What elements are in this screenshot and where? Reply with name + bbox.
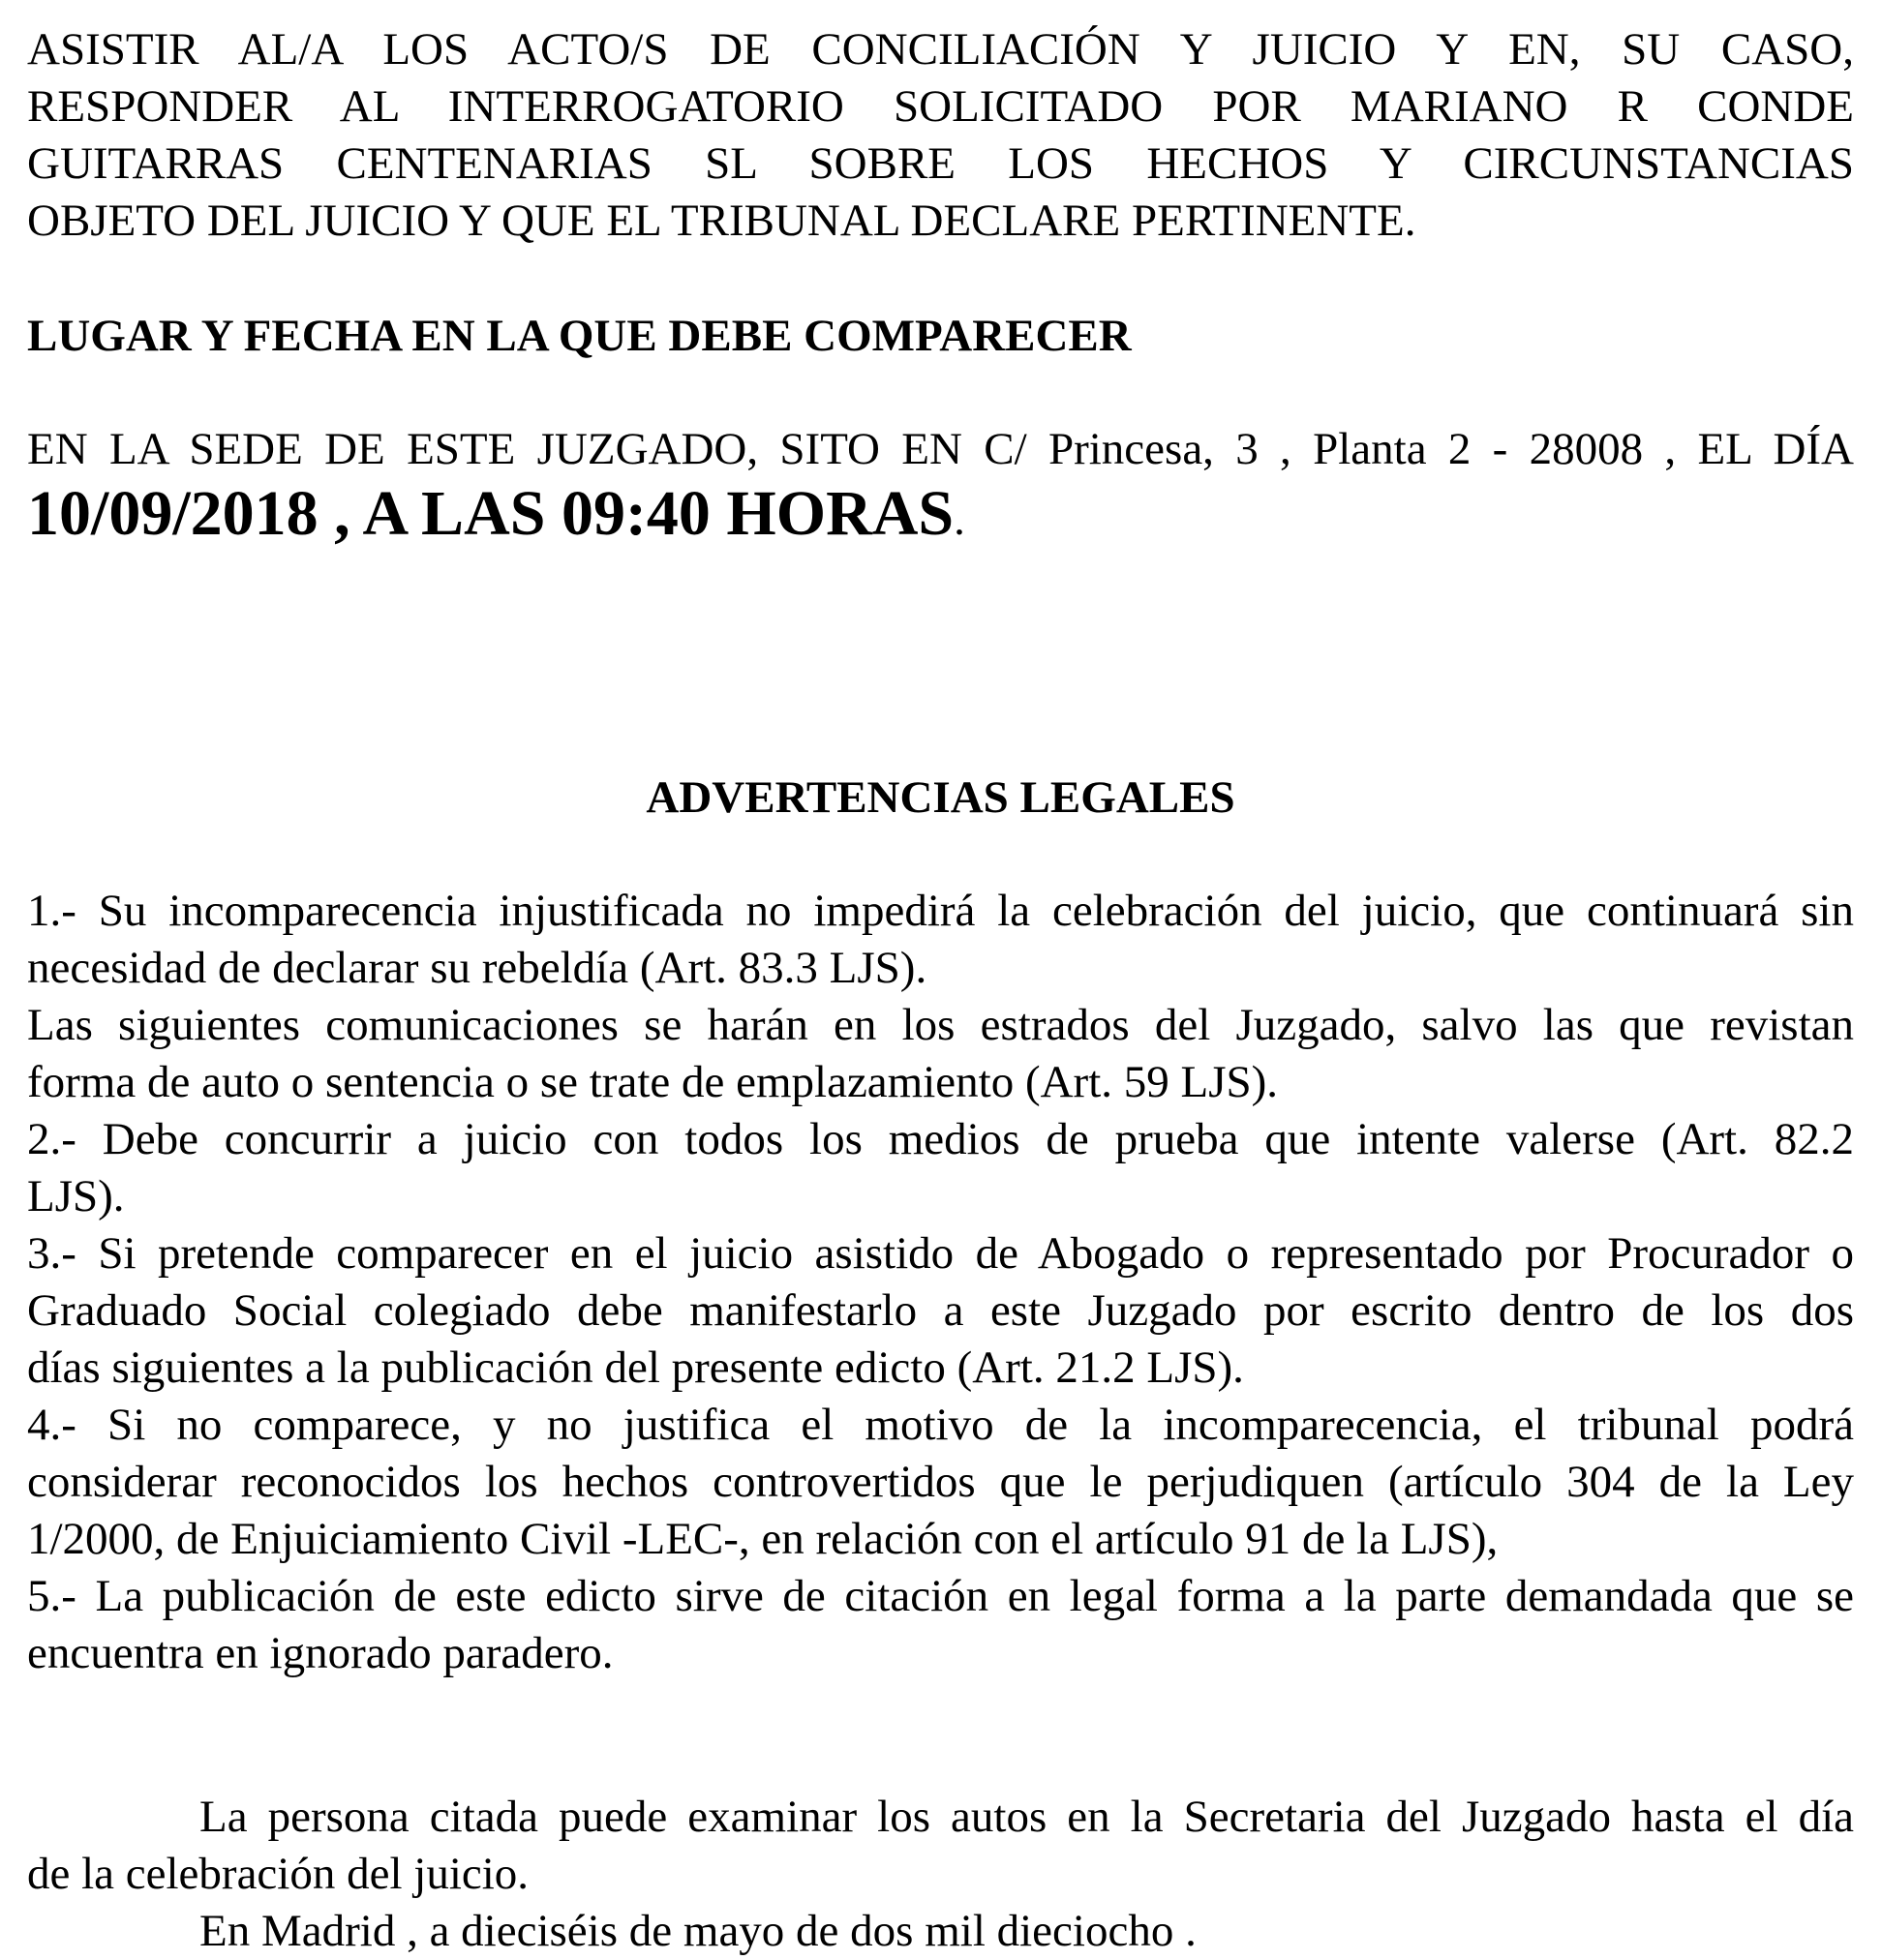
- warning-line: 4.- Si no comparece, y no justifica el motivo de la incomparecencia, el tribunal podrá: [27, 1400, 1854, 1450]
- warning-line: forma de auto o sentencia o se trate de emplazamiento (Art. 59 LJS).: [27, 1057, 1279, 1107]
- warnings-heading: ADVERTENCIAS LEGALES: [646, 772, 1235, 823]
- warning-line: 2.- Debe concurrir a juicio con todos los medios de prueba que intente valerse (Art. 82.2: [27, 1114, 1854, 1164]
- place-heading: LUGAR Y FECHA EN LA QUE DEBE COMPARECER: [27, 311, 1132, 361]
- closing-line: de la celebración del juicio.: [27, 1849, 530, 1899]
- period: .: [954, 495, 965, 545]
- intro-line: OBJETO DEL JUICIO Y QUE EL TRIBUNAL DECLARE PERTINENTE.: [27, 196, 1416, 246]
- warning-line: 5.- La publicación de este edicto sirve de citación en legal forma a la parte demandada que se: [27, 1571, 1854, 1621]
- warning-line: Las siguientes comunicaciones se harán en los estrados del Juzgado, salvo las que revistan: [27, 1000, 1854, 1050]
- warning-line: LJS).: [27, 1171, 125, 1221]
- hearing-datetime: 10/09/2018 , A LAS 09:40 HORAS: [27, 478, 955, 549]
- warning-line: 3.- Si pretende comparecer en el juicio asistido de Abogado o representado por Procurador o: [27, 1228, 1854, 1279]
- warning-line: considerar reconocidos los hechos controvertidos que le perjudiquen (artículo 304 de la Ley: [27, 1457, 1854, 1507]
- intro-line: GUITARRAS CENTENARIAS SL SOBRE LOS HECHOS Y CIRCUNSTANCIAS: [27, 138, 1854, 189]
- place-datetime-line: [27, 480, 1854, 549]
- intro-line: ASISTIR AL/A LOS ACTO/S DE CONCILIACIÓN Y JUICIO Y EN, SU CASO,: [27, 24, 1854, 75]
- warning-line: encuentra en ignorado paradero.: [27, 1628, 614, 1678]
- intro-line: RESPONDER AL INTERROGATORIO SOLICITADO POR MARIANO R CONDE: [27, 81, 1854, 132]
- warning-line: Graduado Social colegiado debe manifestarlo a este Juzgado por escrito dentro de los dos: [27, 1285, 1854, 1336]
- warning-line: días siguientes a la publicación del presente edicto (Art. 21.2 LJS).: [27, 1342, 1244, 1393]
- closing-line: La persona citada puede examinar los autos en la Secretaria del Juzgado hasta el día: [199, 1792, 1854, 1842]
- warning-line: necesidad de declarar su rebeldía (Art. 83.3 LJS).: [27, 943, 927, 993]
- warning-line: 1.- Su incomparecencia injustificada no impedirá la celebración del juicio, que continuará sin: [27, 886, 1854, 936]
- place-line: EN LA SEDE DE ESTE JUZGADO, SITO EN C/ Princesa, 3 , Planta 2 - 28008 , EL DÍA: [27, 424, 1854, 474]
- closing-line: En Madrid , a dieciséis de mayo de dos mil dieciocho .: [199, 1906, 1197, 1956]
- warning-line: 1/2000, de Enjuiciamiento Civil -LEC-, en relación con el artículo 91 de la LJS),: [27, 1514, 1499, 1564]
